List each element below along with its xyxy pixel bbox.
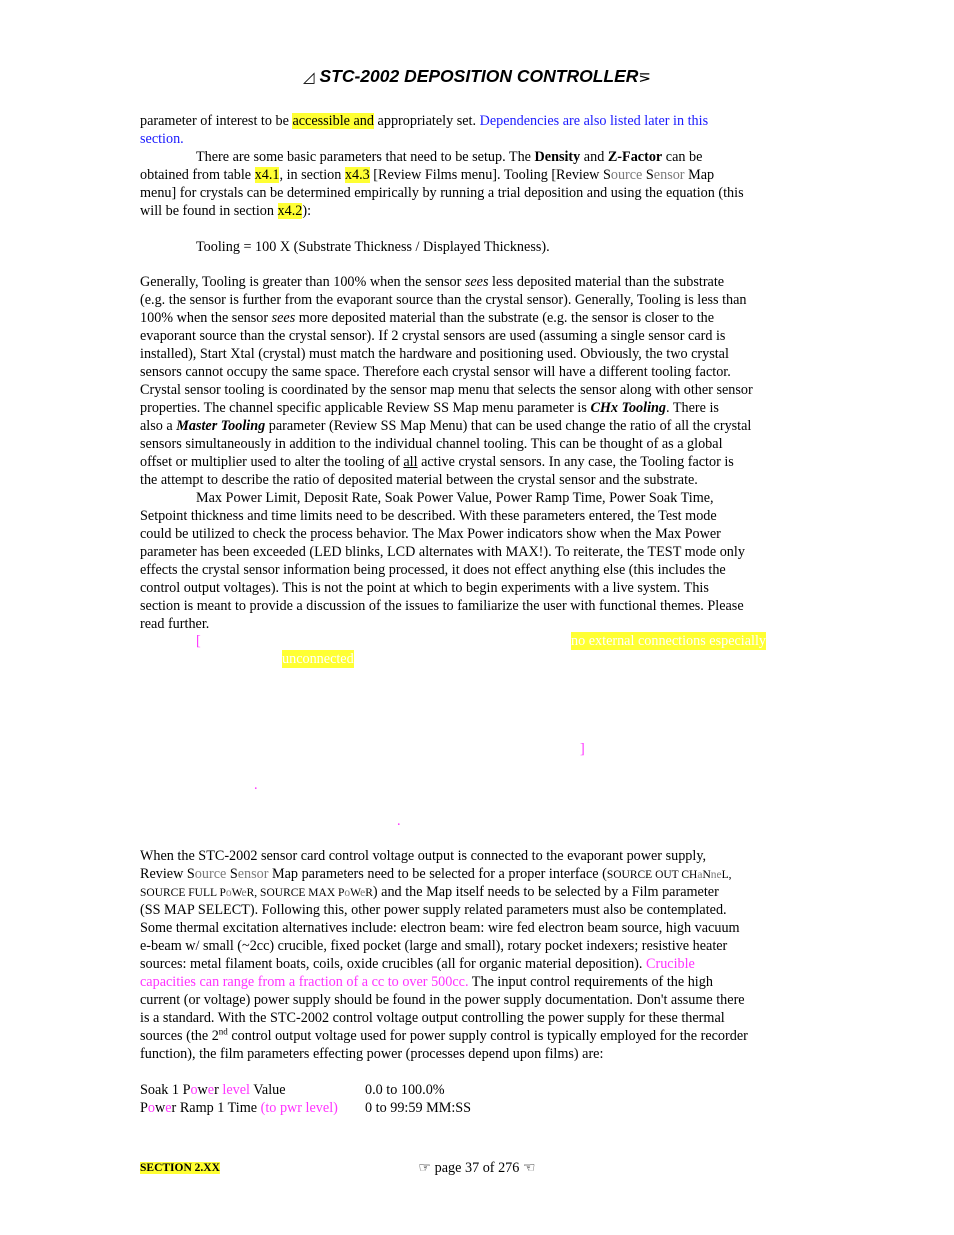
body-line: installed), Start Xtal (crystal) must match the hardware and positioning used. Obviously, the two crystal bbox=[140, 346, 729, 362]
param-name: Soak 1 Power level Value bbox=[140, 1082, 286, 1098]
note-open-bracket: [ bbox=[196, 633, 201, 649]
body-line: read further. bbox=[140, 616, 210, 632]
param-name: Power Ramp 1 Time (to pwr level) bbox=[140, 1100, 338, 1116]
body-line: evaporant source than the crystal sensor). If 2 crystal sensors are used (assuming a single sensor card is bbox=[140, 328, 726, 344]
body-line: obtained from table x4.1, in section x4.3 [Review Films menu]. Tooling [Review Source Sensor Map bbox=[140, 167, 715, 183]
body-line: current (or voltage) power supply should be found in the power supply documentation. Don't assume there bbox=[140, 992, 745, 1008]
body-line: Some thermal excitation alternatives include: electron beam: wire fed electron beam source, high vacuum bbox=[140, 920, 740, 936]
body-line: section is meant to provide a discussion of the issues to familiarize the user with functional themes. Please bbox=[140, 598, 744, 614]
body-line: e-beam w/ small (~2cc) crucible, fixed pocket (large and small), rotary pocket indexers; resistive heater bbox=[140, 938, 728, 954]
param-range: 0.0 to 100.0% bbox=[365, 1082, 445, 1098]
body-line: SOURCE FULL PoWeR, SOURCE MAX PoWeR) and the Map itself needs to be selected by a Film parameter bbox=[140, 884, 719, 900]
body-line: the attempt to describe the ratio of deposited material between the crystal sensor and the substrate. bbox=[140, 472, 698, 488]
body-line: parameter of interest to be accessible and appropriately set. Dependencies are also listed later in this bbox=[140, 113, 709, 129]
body-line: Crystal sensor tooling is coordinated by the sensor map menu that selects the sensor along with other sensor bbox=[140, 382, 753, 398]
body-line: 100% when the sensor sees more deposited material than the substrate (e.g. the sensor is closer to the bbox=[140, 310, 715, 326]
body-line: (SS MAP SELECT). Following this, other power supply related parameters must also be contemplated. bbox=[140, 902, 727, 918]
tooling-equation: Tooling = 100 X (Substrate Thickness / Displayed Thickness). bbox=[196, 239, 550, 255]
body-line: effects the crystal sensor information being processed, it does not effect anything else (this includes the bbox=[140, 562, 726, 578]
body-line: is a standard. With the STC-2002 control voltage output controlling the power supply for these thermal bbox=[140, 1010, 725, 1026]
page-number: ☞ page 37 of 276 ☜ bbox=[418, 1160, 536, 1176]
note-close-bracket: ] bbox=[580, 741, 585, 757]
body-line: Review Source Sensor Map parameters need to be selected for a proper interface (SOURCE OUT CHaNneL, bbox=[140, 866, 732, 882]
pointing-left-icon: ☜ bbox=[522, 1160, 536, 1176]
body-line: There are some basic parameters that need to be setup. The Density and Z-Factor can be bbox=[196, 149, 703, 165]
document-title: STC-2002 DEPOSITION CONTROLLER bbox=[319, 66, 639, 86]
body-line: could be utilized to check the process behavior. The Max Power indicators show when the Max Power bbox=[140, 526, 721, 542]
body-line: also a Master Tooling parameter (Review SS Map Menu) that can be used change the ratio of all the crystal bbox=[140, 418, 752, 434]
body-line: Setpoint thickness and time limits need to be described. With these parameters entered, the Test mode bbox=[140, 508, 717, 524]
note-dot: . bbox=[254, 777, 258, 793]
body-line: function), the film parameters effecting power (processes depend upon films) are: bbox=[140, 1046, 604, 1062]
body-line: sensors simultaneously in addition to the individual channel tooling. This can be thought of as a global bbox=[140, 436, 723, 452]
body-line: When the STC-2002 sensor card control voltage output is connected to the evaporant power supply, bbox=[140, 848, 707, 864]
body-line: will be found in section x4.2): bbox=[140, 203, 312, 219]
page-header bbox=[0, 66, 954, 87]
right-ornament-icon: ⋝ bbox=[638, 69, 651, 86]
body-line: offset or multiplier used to alter the tooling of all active crystal sensors. In any case, the Tooling factor is bbox=[140, 454, 734, 470]
section-label: SECTION 2.XX bbox=[140, 1162, 220, 1174]
body-line: sources (the 2nd control output voltage used for power supply control is typically employed for the recorder bbox=[140, 1026, 748, 1044]
note-highlight: no external connections especially bbox=[571, 633, 767, 649]
body-line: parameter has been exceeded (LED blinks, LCD alternates with MAX!). To reiterate, the TEST mode only bbox=[140, 544, 745, 560]
body-line: control output voltages). This is not the point at which to begin experiments with a live system. This bbox=[140, 580, 709, 596]
body-line: sources: metal filament boats, coils, oxide crucibles (all for organic material deposition). Crucible bbox=[140, 956, 695, 972]
note-highlight: unconnected bbox=[282, 651, 354, 667]
body-line: Max Power Limit, Deposit Rate, Soak Power Value, Power Ramp Time, Power Soak Time, bbox=[196, 490, 714, 506]
left-ornament-icon: ◿ bbox=[303, 69, 315, 86]
body-line: section. bbox=[140, 131, 184, 147]
param-range: 0 to 99:59 MM:SS bbox=[365, 1100, 472, 1116]
body-line: menu] for crystals can be determined empirically by running a trial deposition and using the equation (this bbox=[140, 185, 744, 201]
body-line: capacities can range from a fraction of a cc to over 500cc. The input control requirements of the high bbox=[140, 974, 713, 990]
body-line: properties. The channel specific applicable Review SS Map menu parameter is CHx Tooling. There is bbox=[140, 400, 719, 416]
body-line: Generally, Tooling is greater than 100% when the sensor sees less deposited material than the substrate bbox=[140, 274, 725, 290]
body-line: (e.g. the sensor is further from the evaporant source than the crystal sensor). Generally, Tooling is less than bbox=[140, 292, 747, 308]
body-line: sensors cannot occupy the same space. Therefore each crystal sensor will have a different tooling factor. bbox=[140, 364, 731, 380]
pointing-right-icon: ☞ bbox=[418, 1160, 432, 1176]
note-dot: . bbox=[397, 813, 401, 829]
